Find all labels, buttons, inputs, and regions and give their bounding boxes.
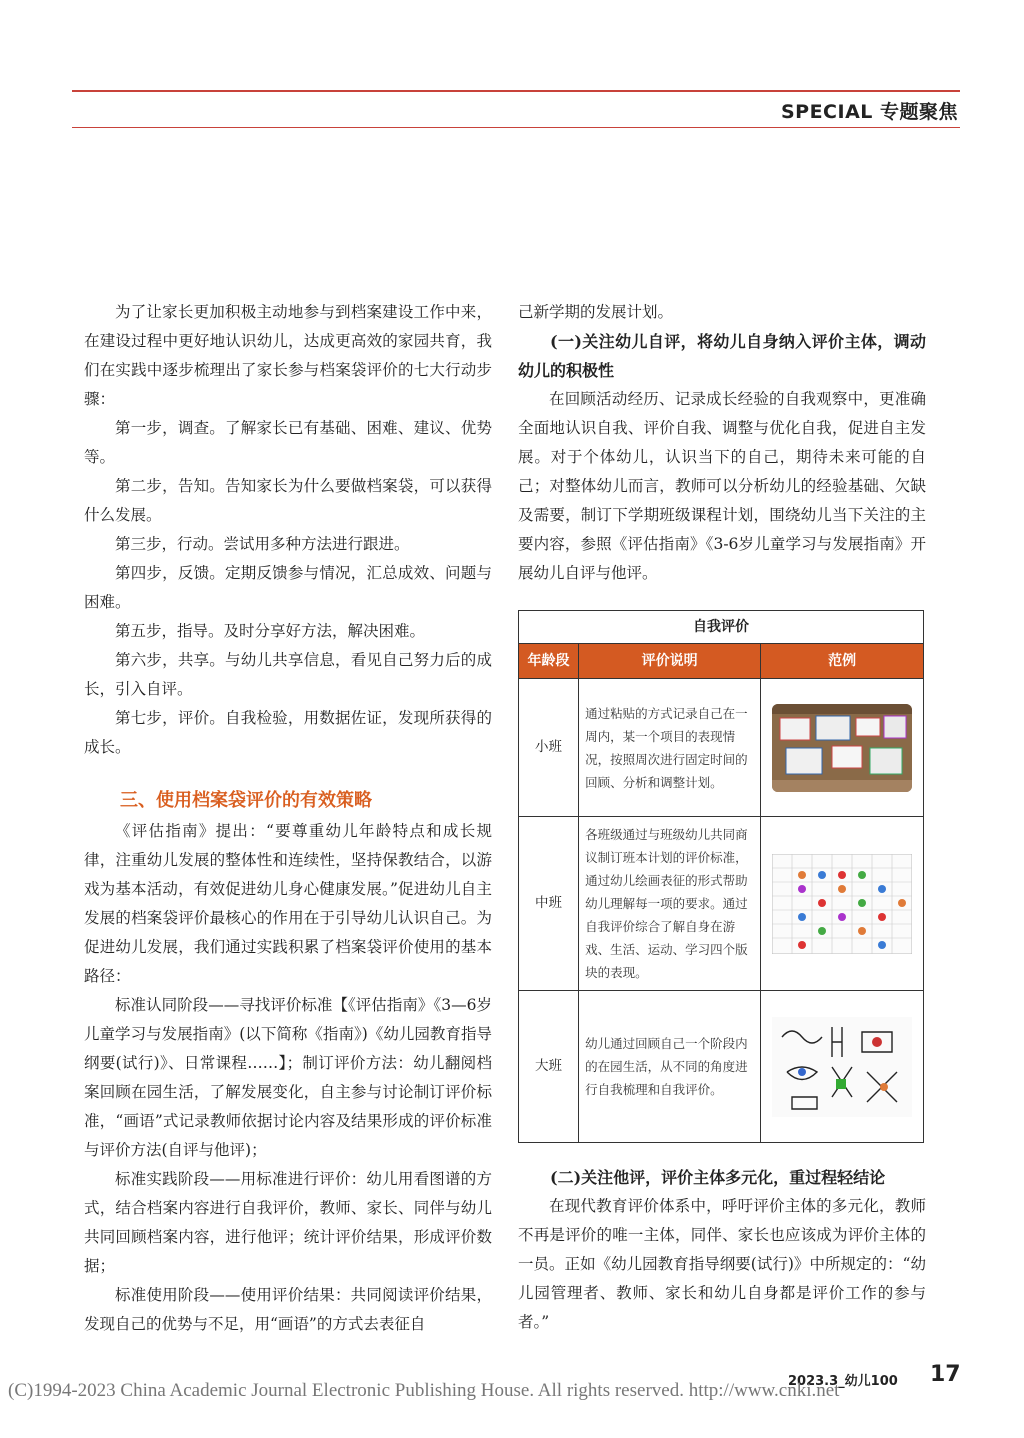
evaluation-grid-chart-image xyxy=(772,854,912,954)
step-2: 第二步，告知。告知家长为什么要做档案袋，可以获得什么发展。 xyxy=(84,477,492,524)
step-3: 第三步，行动。尝试用多种方法进行跟进。 xyxy=(115,535,410,553)
age-cell: 小班 xyxy=(519,679,579,817)
paragraph: 在现代教育评价体系中，呼吁评价主体的多元化，教师不再是评价的唯一主体，同伴、家长也应该成为评价主体的一员。正如《幼儿园教育指导纲要(试行)》中所规定的：“幼儿园管理者、教师、家长和幼儿自身都是评价工作的参与者。” xyxy=(518,1197,926,1331)
paragraph: 《评估指南》提出：“要尊重幼儿年龄特点和成长规律，注重幼儿发展的整体性和连续性，坚持保教结合，以游戏为基本活动，有效促进幼儿身心健康发展。”促进幼儿自主发展的档案袋评价最核心的作用在于引导幼儿认识自己。为促进幼儿发展，我们通过实践积累了档案袋评价使用的基本路径： xyxy=(84,822,492,985)
header-rule-bottom xyxy=(72,127,960,128)
age-cell: 中班 xyxy=(519,817,579,991)
section-title: 三、使用档案袋评价的有效策略 xyxy=(120,790,372,811)
header-label: SPECIAL 专题聚焦 xyxy=(780,101,958,123)
age-cell: 大班 xyxy=(519,991,579,1143)
desc-cell: 幼儿通过回顾自己一个阶段内的在园生活，从不同的角度进行自我梳理和自我评价。 xyxy=(579,991,761,1143)
step-5: 第五步，指导。及时分享好方法，解决困难。 xyxy=(115,622,426,640)
col-header-example: 范例 xyxy=(761,644,924,679)
child-drawing-image xyxy=(772,1017,912,1117)
bulletin-board-photo xyxy=(772,704,912,792)
example-image-cell xyxy=(761,991,924,1143)
table-row xyxy=(519,679,924,817)
example-image-cell xyxy=(761,817,924,991)
subsection-title-2: (二)关注他评，评价主体多元化，重过程轻结论 xyxy=(550,1168,886,1187)
col-header-age: 年龄段 xyxy=(519,644,579,679)
self-evaluation-table xyxy=(518,610,924,1143)
issue-label: 2023.3_幼儿100 xyxy=(788,1374,898,1389)
paragraph: 在回顾活动经历、记录成长经验的自我观察中，更准确全面地认识自我、评价自我、调整与优化自我，促进自主发展。对于个体幼儿，认识当下的自己，期待未来可能的自己；对整体幼儿而言，教师可以分析幼儿的经验基础、欠缺及需要，制订下学期班级课程计划，围绕幼儿当下关注的主要内容，参照《评估指南》《3-6岁儿童学习与发展指南》开展幼儿自评与他评。 xyxy=(518,390,926,582)
paragraph: 标准使用阶段——使用评价结果：共同阅读评价结果，发现自己的优势与不足，用“画语”的方式去表征自 xyxy=(84,1286,492,1333)
desc-cell: 各班级通过与班级幼儿共同商议制订班本计划的评价标准，通过幼儿绘画表征的形式帮助幼儿理解每一项的要求。通过自我评价综合了解自身在游戏、生活、运动、学习四个版块的表现。 xyxy=(579,817,761,991)
paragraph: 为了让家长更加积极主动地参与到档案建设工作中来，在建设过程中更好地认识幼儿，达成更高效的家园共育，我们在实践中逐步梳理出了家长参与档案袋评价的七大行动步骤： xyxy=(84,303,492,408)
step-4: 第四步，反馈。定期反馈参与情况，汇总成效、问题与困难。 xyxy=(84,564,492,611)
header-rule-top xyxy=(72,90,960,92)
step-7: 第七步，评价。自我检验，用数据佐证，发现所获得的成长。 xyxy=(84,709,492,756)
table-caption: 自我评价 xyxy=(519,611,924,644)
page-number: 17 xyxy=(930,1362,961,1387)
col-header-desc: 评价说明 xyxy=(579,644,761,679)
paragraph: 己新学期的发展计划。 xyxy=(518,303,674,321)
right-column xyxy=(518,298,926,1337)
paragraph: 标准实践阶段——用标准进行评价：幼儿用看图谱的方式，结合档案内容进行自我评价，教师、家长、同伴与幼儿共同回顾档案内容，进行他评；统计评价结果，形成评价数据； xyxy=(84,1170,492,1275)
step-6: 第六步，共享。与幼儿共享信息，看见自己努力后的成长，引入自评。 xyxy=(84,651,492,698)
paragraph: 标准认同阶段——寻找评价标准【《评估指南》《3—6岁儿童学习与发展指南》(以下简称《指南》)《幼儿园教育指导纲要(试行)》、日常课程……】；制订评价方法：幼儿翻阅档案回顾在园生活，了解发展变化，自主参与讨论制订评价标准，“画语”式记录教师依据讨论内容及结果形成的评价标准与评价方法(自评与他评)； xyxy=(84,996,492,1159)
table-row xyxy=(519,991,924,1143)
subsection-title-1: (一)关注幼儿自评，将幼儿自身纳入评价主体，调动幼儿的积极性 xyxy=(518,332,926,380)
left-column xyxy=(84,298,492,1339)
example-image-cell xyxy=(761,679,924,817)
desc-cell: 通过粘贴的方式记录自己在一周内，某一个项目的表现情况，按照周次进行固定时间的回顾、分析和调整计划。 xyxy=(579,679,761,817)
table-row xyxy=(519,817,924,991)
step-1: 第一步，调查。了解家长已有基础、困难、建议、优势等。 xyxy=(84,419,492,466)
copyright-notice: (C)1994-2023 China Academic Journal Electronic Publishing House. All rights reserved. http://www.cnki.net xyxy=(8,1380,840,1401)
